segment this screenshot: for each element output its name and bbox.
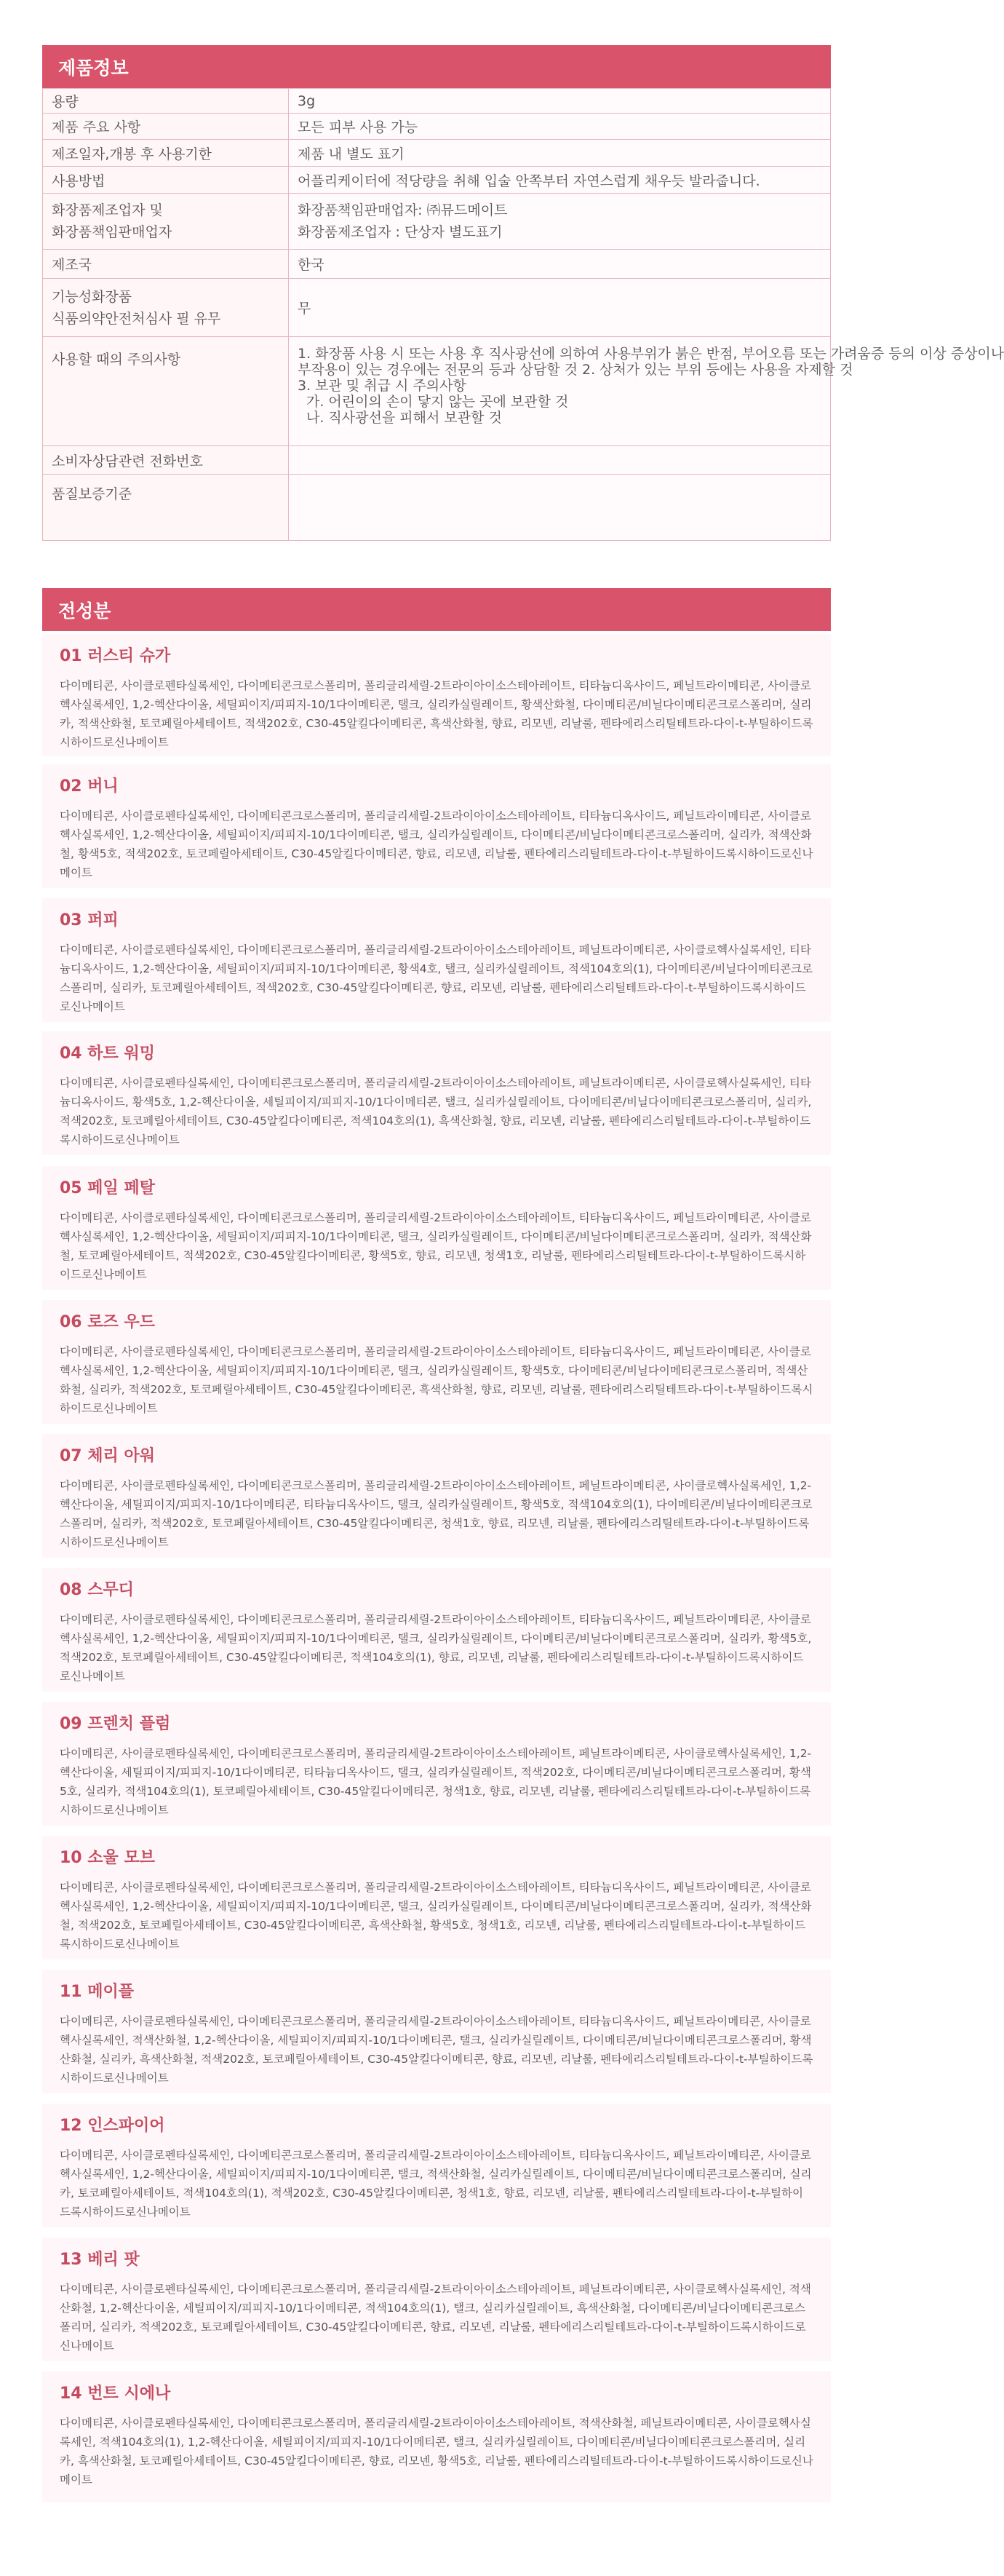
row-value: 한국	[289, 250, 831, 279]
row-value-line: 화장품제조업자 : 단상자 별도표기	[298, 224, 503, 240]
table-row	[43, 475, 831, 541]
ingredient-card	[42, 634, 831, 756]
row-label	[43, 279, 289, 337]
ingredient-card	[42, 1166, 831, 1290]
ingredient-text: 다이메티콘, 사이클로펜타실록세인, 다이메티콘크로스폴리머, 폴리글리세릴-2트라이아이소스테아레이트, 페닐트라이메티콘, 사이클로헥사실록세인, 티타늄디옥사이드, 황색5호, 1,2-헥산다이올, 세틸피이지/피피지-10/1다이메티콘, 탤크, 실리카실릴레이트, 다이메티콘/비닐다이메티콘크로스폴리머, 실리카, 적색202호, 토코페릴아세테이트, C30-45알킬다이메티콘, 적색104호의(1), 흑색산화철, 향료, 리모넨, 리날룰, 펜타에리스리틸테트라-다이-t-부틸하이드록시하이드로신나메이트	[60, 1077, 812, 1146]
row-value: 모든 피부 사용 가능	[289, 114, 831, 140]
row-label: 소비자상담관련 전화번호	[43, 446, 289, 475]
ingredient-card	[42, 1970, 831, 2093]
ingredient-card	[42, 1031, 831, 1155]
row-label: 제조일자,개봉 후 사용기한	[43, 140, 289, 167]
caution-line: 1. 화장품 사용 시 또는 사용 후 직사광선에 의하여 사용부위가 붉은 반점, 부어오름 또는 가려움증 등의 이상 증상이나	[298, 346, 1004, 362]
ingredient-title: 08 스무디	[60, 1581, 135, 1599]
ingredient-text: 다이메티콘, 사이클로펜타실록세인, 다이메티콘크로스폴리머, 폴리글리세릴-2트라이아이소스테아레이트, 티타늄디옥사이드, 페닐트라이메티콘, 사이클로헥사실록세인, 1,2-헥산다이올, 세틸피이지/피피지-10/1다이메티콘, 탤크, 실리카실릴레이트, 다이메티콘/비닐다이메티콘크로스폴리머, 실리카, 황색5호, 적색202호, 토코페릴아세테이트, C30-45알킬다이메티콘, 적색104호의(1), 향료, 리모넨, 리날룰, 펜타에리스리틸테트라-다이-t-부틸하이드록시하이드로신나메이트	[60, 1613, 812, 1683]
ingredient-card	[42, 898, 831, 1022]
table-row	[43, 89, 831, 114]
row-value: 어플리케이터에 적당량을 취해 입술 안쪽부터 자연스럽게 채우듯 발라줍니다.	[289, 167, 831, 194]
ingredient-text: 다이메티콘, 사이클로펜타실록세인, 다이메티콘크로스폴리머, 폴리글리세릴-2트라이아이소스테아레이트, 적색산화철, 페닐트라이메티콘, 사이클로헥사실록세인, 적색104호의(1), 1,2-헥산다이올, 세틸피이지/피피지-10/1다이메티콘, 탤크, 실리카실릴레이트, 다이메티콘/비닐다이메티콘크로스폴리머, 실리카, 흑색산화철, 토코페릴아세테이트, C30-45알킬다이메티콘, 향료, 리모넨, 황색5호, 리날룰, 펜타에리스리틸테트라-다이-t-부틸하이드록시하이드로신나메이트	[60, 2417, 813, 2486]
row-value	[289, 475, 831, 541]
ingredient-text: 다이메티콘, 사이클로펜타실록세인, 다이메티콘크로스폴리머, 폴리글리세릴-2트라이아이소스테아레이트, 티타늄디옥사이드, 페닐트라이메티콘, 사이클로헥사실록세인, 1,2-헥산다이올, 세틸피이지/피피지-10/1다이메티콘, 탤크, 실리카실릴레이트, 황색5호, 다이메티콘/비닐다이메티콘크로스폴리머, 적색산화철, 실리카, 적색202호, 토코페릴아세테이트, C30-45알킬다이메티콘, 흑색산화철, 향료, 리모넨, 리날룰, 펜타에리스리틸테트라-다이-t-부틸하이드록시하이드로신나메이트	[60, 1345, 813, 1415]
row-label: 사용할 때의 주의사항	[43, 337, 289, 446]
caution-notes	[289, 337, 1004, 446]
ingredient-text: 다이메티콘, 사이클로펜타실록세인, 다이메티콘크로스폴리머, 폴리글리세릴-2트라이아이소스테아레이트, 티타늄디옥사이드, 페닐트라이메티콘, 사이클로헥사실록세인, 1,2-헥산다이올, 세틸피이지/피피지-10/1다이메티콘, 탤크, 실리카실릴레이트, 황색산화철, 다이메티콘/비닐다이메티콘크로스폴리머, 실리카, 적색산화철, 토코페릴아세테이트, 적색202호, C30-45알킬다이메티콘, 흑색산화철, 향료, 리모넨, 리날룰, 펜타에리스리틸테트라-다이-t-부틸하이드록시하이드로신나메이트	[60, 679, 813, 749]
ingredients-header-wrap	[42, 588, 831, 631]
ingredient-text: 다이메티콘, 사이클로펜타실록세인, 다이메티콘크로스폴리머, 폴리글리세릴-2트라이아이소스테아레이트, 티타늄디옥사이드, 페닐트라이메티콘, 사이클로헥사실록세인, 1,2-헥산다이올, 세틸피이지/피피지-10/1다이메티콘, 탤크, 실리카실릴레이트, 다이메티콘/비닐다이메티콘크로스폴리머, 실리카, 적색산화철, 황색5호, 적색202호, 토코페릴아세테이트, C30-45알킬다이메티콘, 향료, 리모넨, 리날룰, 펜타에리스리틸테트라-다이-t-부틸하이드록시하이드로신나메이트	[60, 809, 813, 879]
row-value: 제품 내 별도 표기	[289, 140, 831, 167]
ingredient-title: 03 퍼피	[60, 911, 119, 930]
ingredient-title: 06 로즈 우드	[60, 1313, 155, 1331]
row-label: 제품 주요 사항	[43, 114, 289, 140]
product-info-section	[42, 45, 1004, 541]
ingredient-card	[42, 2104, 831, 2227]
caution-line: 나. 직사광선을 피해서 보관할 것	[306, 410, 502, 426]
ingredient-title: 13 베리 팟	[60, 2251, 140, 2269]
table-row	[43, 114, 831, 140]
table-row	[43, 337, 831, 446]
ingredient-card	[42, 764, 831, 888]
ingredient-card	[42, 1836, 831, 1959]
row-value	[289, 446, 831, 475]
ingredient-title: 12 인스파이어	[60, 2117, 165, 2135]
ingredient-title: 10 소울 모브	[60, 1849, 155, 1867]
row-label: 용량	[43, 89, 289, 114]
ingredient-title: 14 번트 시에나	[60, 2385, 171, 2403]
ingredient-title: 04 하트 워밍	[60, 1045, 155, 1063]
ingredient-card	[42, 2371, 831, 2502]
ingredient-card	[42, 1300, 831, 1424]
row-label-line: 식품의약안전처심사 필 유무	[52, 310, 221, 327]
table-row	[43, 279, 831, 337]
caution-line: 3. 보관 및 취급 시 주의사항	[298, 378, 466, 394]
ingredient-card	[42, 2238, 831, 2361]
row-label: 사용방법	[43, 167, 289, 194]
row-value-line: 화장품책임판매업자: ㈜뮤드메이트	[298, 202, 508, 218]
ingredient-card	[42, 1702, 831, 1826]
ingredient-text: 다이메티콘, 사이클로펜타실록세인, 다이메티콘크로스폴리머, 폴리글리세릴-2트라이아이소스테아레이트, 페닐트라이메티콘, 사이클로헥사실록세인, 1,2-헥산다이올, 세틸피이지/피피지-10/1다이메티콘, 티타늄디옥사이드, 탤크, 실리카실릴레이트, 적색202호, 다이메티콘/비닐다이메티콘크로스폴리머, 황색5호, 실리카, 적색104호의(1), 토코페릴아세테이트, C30-45알킬다이메티콘, 청색1호, 향료, 리모넨, 리날룰, 펜타에리스리틸테트라-다이-t-부틸하이드록시하이드로신나메이트	[60, 1747, 812, 1817]
product-info-header: 제품정보	[42, 45, 831, 88]
caution-line: 가. 어린이의 손이 닿지 않는 곳에 보관할 것	[306, 394, 569, 410]
ingredient-text: 다이메티콘, 사이클로펜타실록세인, 다이메티콘크로스폴리머, 폴리글리세릴-2트라이아이소스테아레이트, 페닐트라이메티콘, 사이클로헥사실록세인, 티타늄디옥사이드, 1,2-헥산다이올, 세틸피이지/피피지-10/1다이메티콘, 황색4호, 탤크, 실리카실릴레이트, 적색104호의(1), 다이메티콘/비닐다이메티콘크로스폴리머, 실리카, 토코페릴아세테이트, 적색202호, C30-45알킬다이메티콘, 향료, 리모넨, 리날룰, 펜타에리스리틸테트라-다이-t-부틸하이드록시하이드로신나메이트	[60, 943, 813, 1013]
ingredient-title: 09 프렌치 플럼	[60, 1715, 171, 1733]
row-label-line: 화장품제조업자 및	[52, 202, 163, 218]
ingredient-card	[42, 1568, 831, 1692]
row-label: 제조국	[43, 250, 289, 279]
table-row	[43, 194, 831, 250]
row-label: 품질보증기준	[43, 475, 289, 541]
ingredient-title: 11 메이플	[60, 1983, 135, 2001]
row-value	[289, 194, 831, 250]
table-row	[43, 446, 831, 475]
ingredient-title: 07 체리 아워	[60, 1447, 155, 1465]
ingredient-text: 다이메티콘, 사이클로펜타실록세인, 다이메티콘크로스폴리머, 폴리글리세릴-2트라이아이소스테아레이트, 페닐트라이메티콘, 사이클로헥사실록세인, 적색산화철, 1,2-헥산다이올, 세틸피이지/피피지-10/1다이메티콘, 적색104호의(1), 탤크, 실리카실릴레이트, 흑색산화철, 다이메티콘/비닐다이메티콘크로스폴리머, 실리카, 적색202호, 토코페릴아세테이트, C30-45알킬다이메티콘, 향료, 리모넨, 리날룰, 펜타에리스리틸테트라-다이-t-부틸하이드록시하이드로신나메이트	[60, 2283, 811, 2353]
product-info-table	[42, 88, 1004, 541]
row-label-line: 기능성화장품	[52, 288, 132, 305]
table-row	[43, 167, 831, 194]
ingredient-text: 다이메티콘, 사이클로펜타실록세인, 다이메티콘크로스폴리머, 폴리글리세릴-2트라이아이소스테아레이트, 티타늄디옥사이드, 페닐트라이메티콘, 사이클로헥사실록세인, 1,2-헥산다이올, 세틸피이지/피피지-10/1다이메티콘, 탤크, 실리카실릴레이트, 다이메티콘/비닐다이메티콘크로스폴리머, 실리카, 적색산화철, 적색202호, 토코페릴아세테이트, C30-45알킬다이메티콘, 흑색산화철, 황색5호, 청색1호, 리모넨, 리날룰, 펜타에리스리틸테트라-다이-t-부틸하이드록시하이드로신나메이트	[60, 1881, 812, 1951]
ingredient-text: 다이메티콘, 사이클로펜타실록세인, 다이메티콘크로스폴리머, 폴리글리세릴-2트라이아이소스테아레이트, 티타늄디옥사이드, 페닐트라이메티콘, 사이클로헥사실록세인, 1,2-헥산다이올, 세틸피이지/피피지-10/1다이메티콘, 탤크, 적색산화철, 실리카실릴레이트, 다이메티콘/비닐다이메티콘크로스폴리머, 실리카, 토코페릴아세테이트, 적색104호의(1), 적색202호, C30-45알킬다이메티콘, 청색1호, 향료, 리모넨, 리날룰, 펜타에리스리틸테트라-다이-t-부틸하이드록시하이드로신나메이트	[60, 2149, 812, 2219]
row-value: 무	[289, 279, 831, 337]
table-row	[43, 140, 831, 167]
ingredient-title: 01 러스티 슈가	[60, 647, 171, 665]
row-label-line: 화장품책임판매업자	[52, 224, 172, 240]
ingredient-text: 다이메티콘, 사이클로펜타실록세인, 다이메티콘크로스폴리머, 폴리글리세릴-2트라이아이소스테아레이트, 페닐트라이메티콘, 사이클로헥사실록세인, 1,2-헥산다이올, 세틸피이지/피피지-10/1다이메티콘, 티타늄디옥사이드, 탤크, 실리카실릴레이트, 황색5호, 적색104호의(1), 다이메티콘/비닐다이메티콘크로스폴리머, 실리카, 적색202호, 토코페릴아세테이트, C30-45알킬다이메티콘, 청색1호, 향료, 리모넨, 리날룰, 펜타에리스리틸테트라-다이-t-부틸하이드록시하이드로신나메이트	[60, 1479, 813, 1549]
row-label	[43, 194, 289, 250]
ingredient-title: 02 버니	[60, 777, 119, 796]
ingredient-title: 05 페일 페탈	[60, 1179, 155, 1197]
row-value: 3g	[289, 89, 831, 114]
caution-line: 부작용이 있는 경우에는 전문의 등과 상담할 것 2. 상처가 있는 부위 등에는 사용을 자제할 것	[298, 362, 853, 378]
table-row	[43, 250, 831, 279]
ingredient-text: 다이메티콘, 사이클로펜타실록세인, 다이메티콘크로스폴리머, 폴리글리세릴-2트라이아이소스테아레이트, 티타늄디옥사이드, 페닐트라이메티콘, 사이클로헥사실록세인, 1,2-헥산다이올, 세틸피이지/피피지-10/1다이메티콘, 탤크, 실리카실릴레이트, 다이메티콘/비닐다이메티콘크로스폴리머, 실리카, 적색산화철, 토코페릴아세테이트, 적색202호, C30-45알킬다이메티콘, 황색5호, 향료, 리모넨, 청색1호, 리날룰, 펜타에리스리틸테트라-다이-t-부틸하이드록시하이드로신나메이트	[60, 1211, 812, 1281]
ingredients-header: 전성분	[42, 588, 831, 631]
ingredient-text: 다이메티콘, 사이클로펜타실록세인, 다이메티콘크로스폴리머, 폴리글리세릴-2트라이아이소스테아레이트, 티타늄디옥사이드, 페닐트라이메티콘, 사이클로헥사실록세인, 적색산화철, 1,2-헥산다이올, 세틸피이지/피피지-10/1다이메티콘, 탤크, 실리카실릴레이트, 다이메티콘/비닐다이메티콘크로스폴리머, 황색산화철, 실리카, 흑색산화철, 적색202호, 토코페릴아세테이트, C30-45알킬다이메티콘, 향료, 리모넨, 리날룰, 펜타에리스리틸테트라-다이-t-부틸하이드록시하이드로신나메이트	[60, 2015, 813, 2085]
ingredient-card	[42, 1434, 831, 1558]
